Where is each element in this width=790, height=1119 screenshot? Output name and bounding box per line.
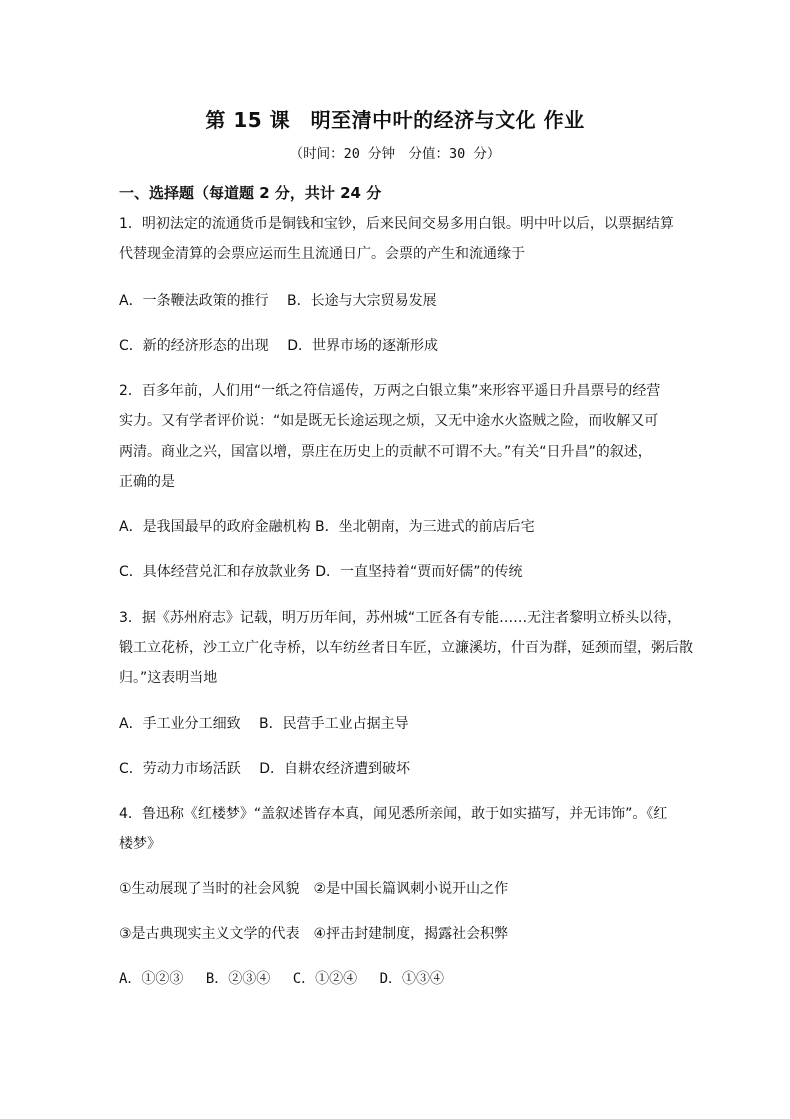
page-title: 第 15 课 明至清中叶的经济与文化 作业 [205,108,585,132]
question-1-options-line: C．新的经济形态的出现 D．世界市场的逐渐形成 [119,338,439,354]
question-3-options-line: A．手工业分工细致 B．民营手工业占据主导 [119,716,409,732]
question-4-options-line: A．①②③ B．②③④ C．①②④ D．①③④ [119,971,444,987]
question-2-stem-line: 实力。又有学者评价说：“如是既无长途运现之烦，又无中途水火盗贼之险，而收解又可 [119,413,659,429]
question-1-options-line: A．一条鞭法政策的推行 B．长途与大宗贸易发展 [119,293,437,309]
question-2-stem-line: 正确的是 [119,474,175,490]
section-heading: 一、选择题（每道题 2 分，共计 24 分 [119,184,382,202]
question-3-options-line: C．劳动力市场活跃 D．自耕农经济遭到破坏 [119,761,411,777]
question-3-stem-line: 3．据《苏州府志》记载，明万历年间，苏州城“工匠各有专能……无注者黎明立桥头以待， [119,610,682,626]
question-4-item-line: ③是古典现实主义文学的代表 ④抨击封建制度，揭露社会积弊 [119,926,509,942]
question-3-stem-line: 锻工立花桥，沙工立广化寺桥，以车纺丝者日车匠，立濂溪坊，什百为群，延颈而望，粥后散 [119,640,693,656]
question-3-stem-line: 归。”这表明当地 [119,670,218,686]
question-4-stem-line: 楼梦》 [119,836,161,852]
question-1-stem-line: 代替现金清算的会票应运而生且流通日广。会票的产生和流通缘于 [119,246,525,262]
question-2-options-line: A．是我国最早的政府金融机构 B．坐北朝南，为三进式的前店后宅 [119,519,535,535]
question-4-stem-line: 4．鲁迅称《红楼梦》“盖叙述皆存本真，闻见悉所亲闻，敢于如实描写，并无讳饰”。《红 [119,806,668,822]
question-2-stem-line: 两清。商业之兴，国富以增，票庄在历史上的贡献不可谓不大。”有关“日升昌”的叙述， [119,444,652,460]
question-2-stem-line: 2．百多年前，人们用“一纸之符信遥传，万两之白银立集”来形容平遥日升昌票号的经营 [119,383,661,399]
page-subtitle: （时间：20 分钟 分值：30 分） [289,146,501,162]
question-4-item-line: ①生动展现了当时的社会风貌 ②是中国长篇讽刺小说开山之作 [119,881,509,897]
question-2-options-line: C．具体经营兑汇和存放款业务 D．一直坚持着“贾而好儒”的传统 [119,564,523,580]
question-1-stem-line: 1．明初法定的流通货币是铜钱和宝钞，后来民间交易多用白银。明中叶以后，以票据结算 [119,216,674,232]
